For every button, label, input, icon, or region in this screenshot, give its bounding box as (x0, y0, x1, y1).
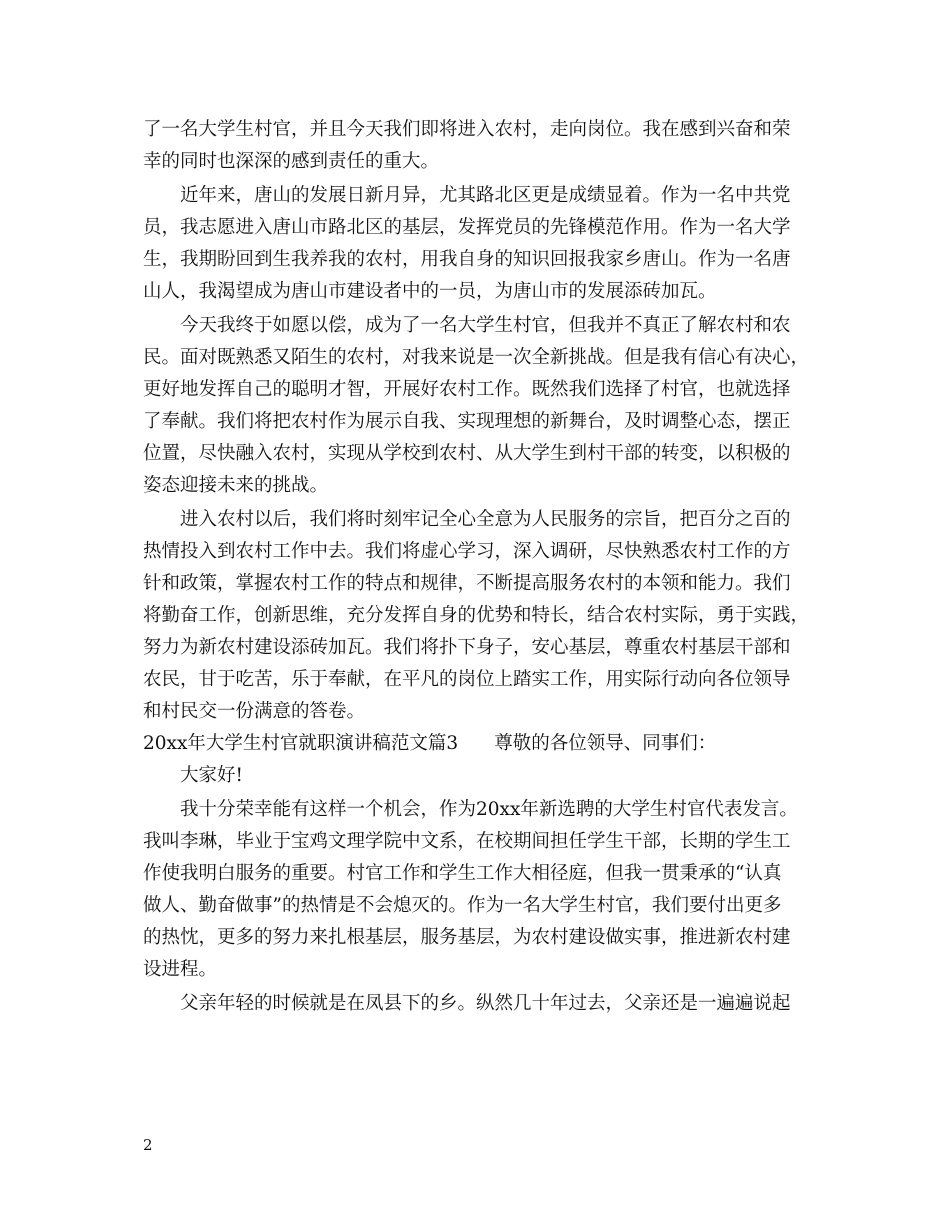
text-line: 今天我终于如愿以偿，成为了一名大学生村官，但我并不真正了解农村和农 (180, 315, 791, 336)
text-line: 和村民交一份满意的答卷。 (143, 701, 366, 722)
greeting-paragraph (143, 760, 815, 792)
paragraph-3 (143, 310, 815, 502)
text-line: 我叫李琳，毕业于宝鸡文理学院中文系，在校期间担任学生干部，长期的学生工 (143, 831, 791, 852)
text-line: 近年来，唐山的发展日新月异，尤其路北区更是成绩显着。作为一名中共党 (180, 185, 791, 206)
paragraph-2 (143, 180, 815, 308)
text-line: 农民，甘于吃苦，乐于奉献，在平凡的岗位上踏实工作，用实际行动向各位领导 (143, 669, 791, 690)
text-line: 员，我志愿进入唐山市路北区的基层，发挥党员的先锋模范作用。作为一名大学 (143, 217, 791, 238)
text-line: 了奉献。我们将把农村作为展示自我、实现理想的新舞台，及时调整心态，摆正 (143, 411, 791, 432)
text-line: 位置，尽快融入农村，实现从学校到农村、从大学生到村干部的转变，以积极的 (143, 443, 791, 464)
text-line: 的热忱，更多的努力来扎根基层，服务基层，为农村建设做实事，推进新农村建 (143, 927, 791, 948)
text-line: 山人，我渴望成为唐山市建设者中的一员，为唐山市的发展添砖加瓦。 (143, 281, 717, 302)
document-body (143, 114, 815, 1020)
text-line: 作使我明白服务的重要。村官工作和学生工作大相径庭，但我一贯秉承的“认真 (143, 863, 782, 884)
section-heading-title: 20xx年大学生村官就职演讲稿范文篇3 (143, 733, 459, 754)
salutation: 尊敬的各位领导、同事们： (494, 733, 717, 754)
paragraph-6 (143, 988, 815, 1020)
text-line: 我十分荣幸能有这样一个机会，作为20xx年新选聘的大学生村官代表发言。 (180, 799, 798, 820)
text-line: 热情投入到农村工作中去。我们将虚心学习，深入调研，尽快熟悉农村工作的方 (143, 541, 791, 562)
text-line: 民。面对既熟悉又陌生的农村，对我来说是一次全新挑战。但是我有信心有决心， (143, 347, 810, 368)
greeting-line: 大家好! (180, 765, 243, 786)
text-line: 父亲年轻的时候就是在凤县下的乡。纵然几十年过去，父亲还是一遍遍说起 (180, 993, 791, 1014)
text-line: 了一名大学生村官，并且今天我们即将进入农村，走向岗位。我在感到兴奋和荣 (143, 119, 791, 140)
text-line: 进入农村以后，我们将时刻牢记全心全意为人民服务的宗旨，把百分之百的 (180, 509, 791, 530)
text-line: 将勤奋工作，创新思维，充分发挥自身的优势和特长，结合农村实际，勇于实践， (143, 605, 810, 626)
text-line: 针和政策，掌握农村工作的特点和规律，不断提高服务农村的本领和能力。我们 (143, 573, 791, 594)
text-line: 姿态迎接未来的挑战。 (143, 475, 329, 496)
text-line: 更好地发挥自己的聪明才智，开展好农村工作。既然我们选择了村官，也就选择 (143, 379, 791, 400)
text-line: 幸的同时也深深的感到责任的重大。 (143, 151, 440, 172)
section-heading-line (143, 728, 815, 760)
paragraph-1 (143, 114, 815, 178)
text-line: 生，我期盼回到生我养我的农村，用我自身的知识回报我家乡唐山。作为一名唐 (143, 249, 791, 270)
page-number: 2 (143, 1136, 153, 1154)
paragraph-4 (143, 504, 815, 728)
text-line: 努力为新农村建设添砖加瓦。我们将扑下身子，安心基层，尊重农村基层干部和 (143, 637, 791, 658)
text-line: 设进程。 (143, 959, 218, 980)
paragraph-5 (143, 794, 815, 986)
text-line: 做人、勤奋做事”的热情是不会熄灭的。作为一名大学生村官，我们要付出更多 (143, 895, 782, 916)
